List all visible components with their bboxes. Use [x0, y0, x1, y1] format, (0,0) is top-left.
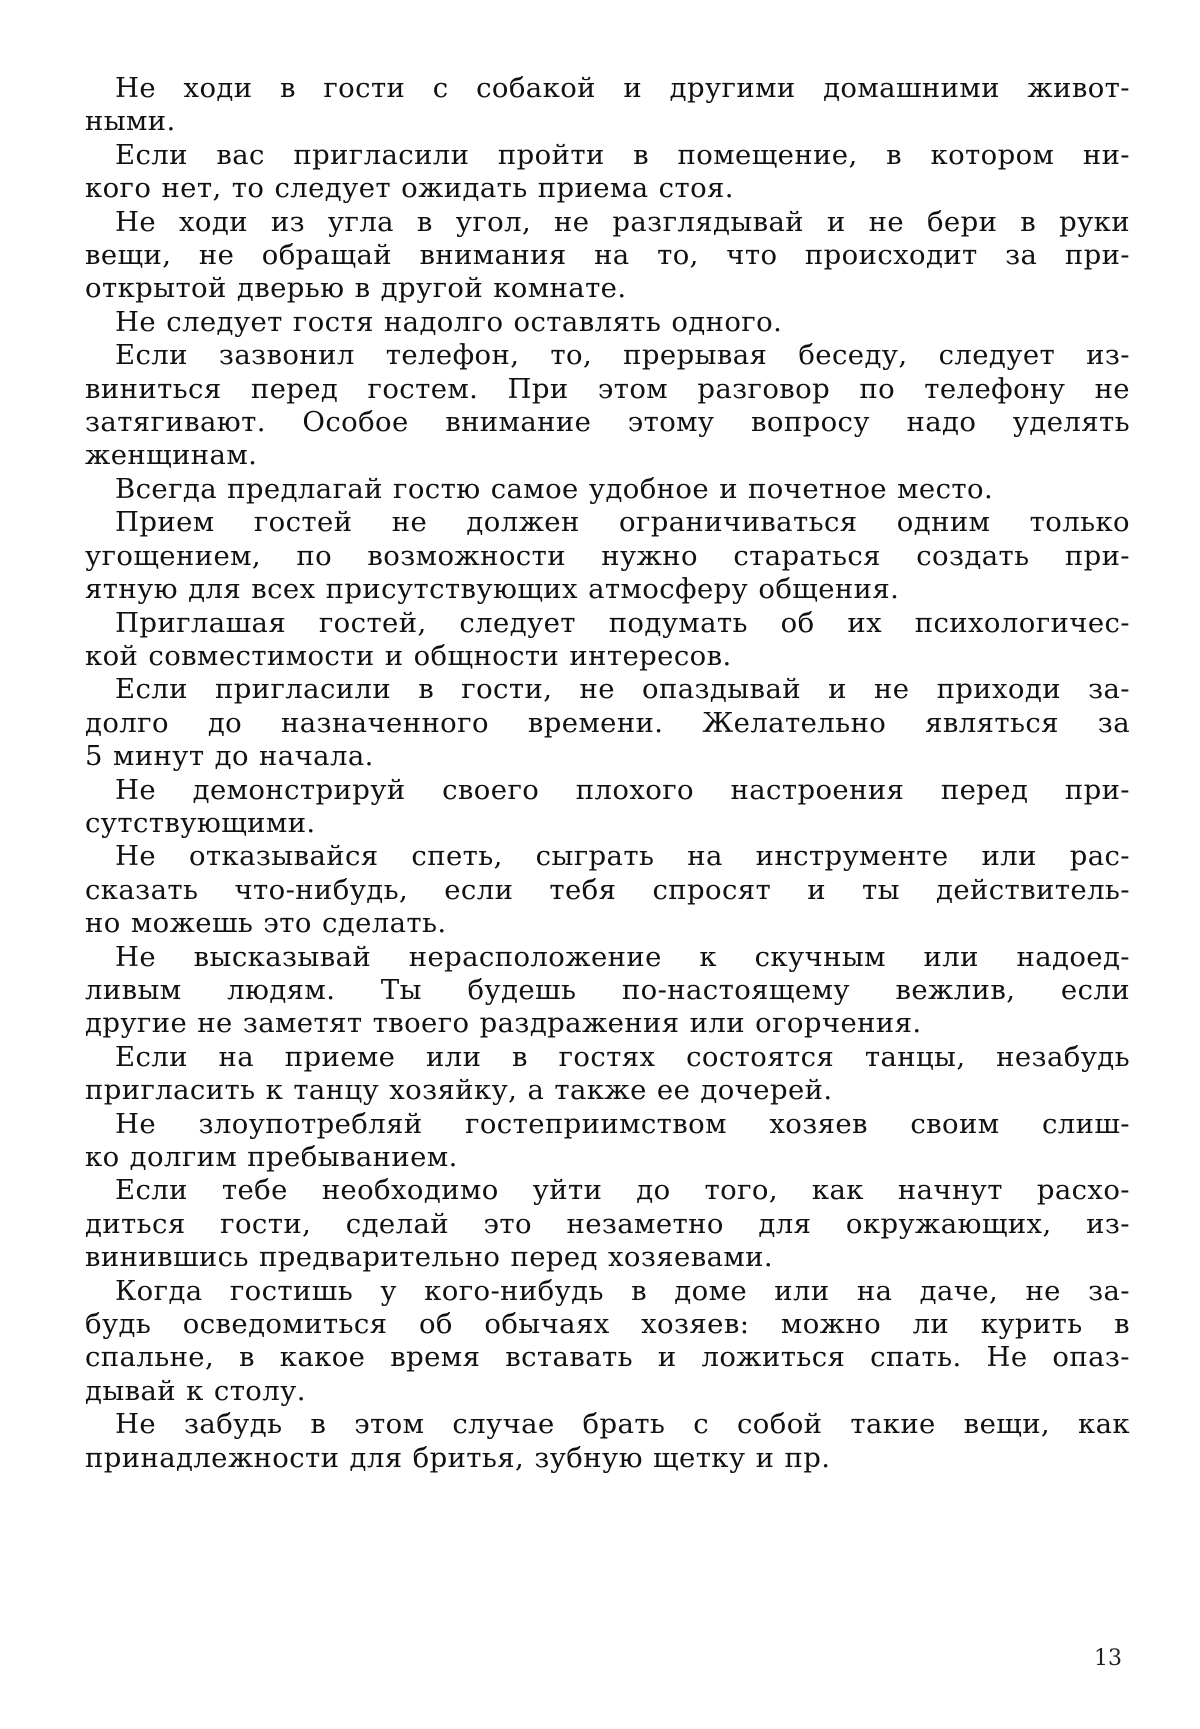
paragraph: [85, 774, 1130, 841]
text-line: ными.: [85, 105, 1130, 138]
paragraph: [85, 473, 1130, 506]
text-line: Если на приеме или в гостях состоятся танцы, незабудь: [85, 1041, 1130, 1074]
text-line: принадлежности для бритья, зубную щетку и пр.: [85, 1442, 1130, 1475]
paragraph: [85, 1408, 1130, 1475]
text-line: Приглашая гостей, следует подумать об их психологичес-: [85, 607, 1130, 640]
text-line: открытой дверью в другой комнате.: [85, 272, 1130, 305]
text-line: Не забудь в этом случае брать с собой такие вещи, как: [85, 1408, 1130, 1441]
text-line: Когда гостишь у кого-нибудь в доме или на даче, не за-: [85, 1275, 1130, 1308]
text-line: долго до назначенного времени. Желательно являться за: [85, 707, 1130, 740]
text-line: спальне, в какое время вставать и ложиться спать. Не опаз-: [85, 1341, 1130, 1374]
text-line: сутствующими.: [85, 807, 1130, 840]
text-line: диться гости, сделай это незаметно для окружающих, из-: [85, 1208, 1130, 1241]
text-line: но можешь это сделать.: [85, 907, 1130, 940]
paragraph: [85, 339, 1130, 473]
text-line: 5 минут до начала.: [85, 740, 1130, 773]
text-line: Не ходи из угла в угол, не разглядывай и не бери в руки: [85, 206, 1130, 239]
text-block: [85, 72, 1130, 1475]
paragraph: [85, 673, 1130, 773]
text-line: ко долгим пребыванием.: [85, 1141, 1130, 1174]
book-page: [0, 0, 1200, 1729]
paragraph: [85, 306, 1130, 339]
text-line: угощением, по возможности нужно стараться создать при-: [85, 540, 1130, 573]
text-line: кого нет, то следует ожидать приема стоя.: [85, 172, 1130, 205]
paragraph: [85, 1275, 1130, 1409]
text-line: Не демонстрируй своего плохого настроения перед при-: [85, 774, 1130, 807]
text-line: Если тебе необходимо уйти до того, как начнут расхо-: [85, 1174, 1130, 1207]
text-line: другие не заметят твоего раздражения или огорчения.: [85, 1007, 1130, 1040]
text-line: Прием гостей не должен ограничиваться одним только: [85, 506, 1130, 539]
text-line: Если вас пригласили пройти в помещение, в котором ни-: [85, 139, 1130, 172]
text-line: сказать что-нибудь, если тебя спросят и ты действитель-: [85, 874, 1130, 907]
text-line: дывай к столу.: [85, 1375, 1130, 1408]
text-line: Не высказывай нерасположение к скучным или надоед-: [85, 941, 1130, 974]
text-line: ливым людям. Ты будешь по-настоящему вежлив, если: [85, 974, 1130, 1007]
text-line: женщинам.: [85, 439, 1130, 472]
paragraph: [85, 506, 1130, 606]
text-line: вещи, не обращай внимания на то, что происходит за при-: [85, 239, 1130, 272]
paragraph: [85, 1041, 1130, 1108]
text-line: кой совместимости и общности интересов.: [85, 640, 1130, 673]
paragraph: [85, 840, 1130, 940]
paragraph: [85, 607, 1130, 674]
text-line: Если зазвонил телефон, то, прерывая беседу, следует из-: [85, 339, 1130, 372]
paragraph: [85, 941, 1130, 1041]
paragraph: [85, 1108, 1130, 1175]
text-line: Не ходи в гости с собакой и другими домашними живот-: [85, 72, 1130, 105]
text-line: ятную для всех присутствующих атмосферу общения.: [85, 573, 1130, 606]
text-line: виниться перед гостем. При этом разговор по телефону не: [85, 373, 1130, 406]
paragraph: [85, 206, 1130, 306]
text-line: пригласить к танцу хозяйку, а также ее дочерей.: [85, 1074, 1130, 1107]
paragraph: [85, 72, 1130, 139]
text-line: Всегда предлагай гостю самое удобное и почетное место.: [85, 473, 1130, 506]
text-line: Не отказывайся спеть, сыграть на инструменте или рас-: [85, 840, 1130, 873]
text-line: Если пригласили в гости, не опаздывай и не приходи за-: [85, 673, 1130, 706]
text-line: будь осведомиться об обычаях хозяев: можно ли курить в: [85, 1308, 1130, 1341]
text-line: винившись предварительно перед хозяевами.: [85, 1241, 1130, 1274]
text-line: Не злоупотребляй гостеприимством хозяев своим слиш-: [85, 1108, 1130, 1141]
page-number: 13: [1094, 1646, 1122, 1671]
paragraph: [85, 1174, 1130, 1274]
paragraph: [85, 139, 1130, 206]
text-line: Не следует гостя надолго оставлять одного.: [85, 306, 1130, 339]
text-line: затягивают. Особое внимание этому вопросу надо уделять: [85, 406, 1130, 439]
